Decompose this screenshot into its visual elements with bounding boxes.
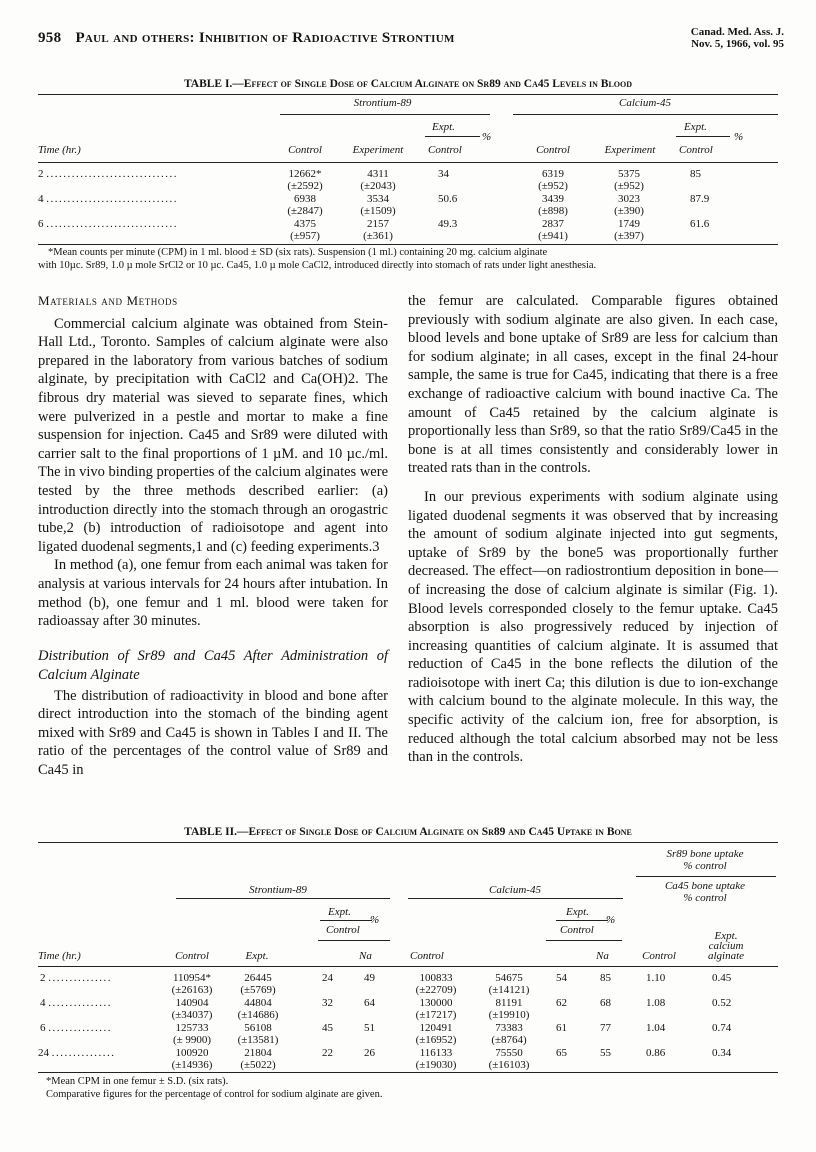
table2-ca-control-denom: Control [560, 924, 594, 936]
table1-col-sr-control-denom: Control [428, 144, 462, 156]
table2-col-ca-na: Na [596, 950, 609, 962]
table2-bottom-rule [38, 1072, 778, 1073]
table1-col-ca-control: Control [536, 144, 570, 156]
left-column [38, 292, 388, 780]
journal-citation [691, 26, 784, 50]
table2-sr-sub-rule [318, 940, 390, 941]
paragraph: In method (a), one femur from each animal was taken for analysis at various intervals for 24 hours after intubation. In method (b), one femur and 1 ml. blood were taken for radioassay after 30 minutes. [38, 557, 388, 630]
subsection-heading: Distribution of Sr89 and Ca45 After Administration of Calcium Alginate [38, 647, 388, 683]
table1-sr-expt: Expt. [432, 121, 455, 133]
paragraph: the femur are calculated. Comparable figures obtained previously with sodium alginate are also given. In each case, blood levels and bone uptake of Sr89 are less for calcium than for sodium alginate; in all cases, except in the final 24-hour sample, the same is true for Ca45, indicating that there is a free exchange of radioactive calcium with bound inactive Ca. The amount of Ca45 retained by the calcium alginate is proportionally less than Sr89, so that the ratio Sr89/Ca45 in the bone is at all times consistently and considerably lower in treated rats than in the controls. [408, 293, 778, 477]
paragraph: In our previous experiments with sodium alginate using ligated duodenal segments it was observed that by increasing the amount of sodium alginate injected into gut segments, uptake of Sr89 by the bone5 was proportionally further decreased. The effect—on radiostrontium deposition in bone—of increasing the dose of calcium alginate is similar (Fig. 1). Blood levels corresponded closely to the femur uptake. Ca45 absorption is also progressively reduced by injection of increasing quantities of calcium alginate. It is assumed that reduction of Ca45 in the bone reflects the dilution of the radioisotope with inert Ca; this dilution is due to ion-exchange with calcium bound to the alginate molecule. In this way, the specific activity of the calcium ion, free for absorption, is reduced although the total calcium absorbed may not be less than in the controls. [408, 488, 778, 766]
table1-top-rule [38, 94, 778, 95]
table2-footnote-1: *Mean CPM in one femur ± S.D. (six rats). [46, 1076, 229, 1087]
section-heading: Materials and Methods [38, 293, 178, 308]
table2-ratio-top2: % control [683, 860, 727, 872]
table1-col-sr-experiment: Experiment [352, 144, 404, 156]
table1-col-time: Time (hr.) [38, 144, 81, 156]
table1-footnote-1: *Mean counts per minute (CPM) in 1 ml. blood ± SD (six rats). Suspension (1 ml.) containing 20 mg. calcium alginate [48, 247, 548, 258]
table2-col-ratio-control: Control [642, 950, 676, 962]
table2-header-rule [38, 966, 778, 967]
table2-col-expt3: alginate [707, 950, 745, 962]
right-column [408, 292, 778, 767]
table2-caption: TABLE II.—Effect of Single Dose of Calcium Alginate on Sr89 and Ca45 Uptake in Bone [184, 826, 632, 838]
table1-ca-expt: Expt. [684, 121, 707, 133]
paragraph: Commercial calcium alginate was obtained from Stein-Hall Ltd., Toronto. Samples of calcium alginate were also prepared in the laboratory from various batches of sodium alginate, by precipitation with CaCl2 and Ca(OH)2. The fibrous dry material was sieved to separate fines, which were pulverized in a pestle and mortar to make a fine suspension for injection. Ca45 and Sr89 were diluted with carrier salt to the final proportions of 1 µM. and 10 µc./ml. The in vivo binding properties of the calcium alginates were tested by the three methods described earlier: (a) introduction directly into the stomach through an orogastric tube,2 (b) introduction of radioisotope and agent into ligated duodenal segments,1 and (c) feeding experiments.3 [38, 315, 388, 555]
table2-group-rule-ca [408, 898, 623, 899]
table2-group-strontium: Strontium-89 [249, 884, 307, 896]
table2-col-expt2: calcium [708, 940, 744, 952]
table1-caption: TABLE I.—Effect of Single Dose of Calcium Alginate on Sr89 and Ca45 Levels in Blood [183, 78, 633, 90]
table1-col-ca-control-denom: Control [679, 144, 713, 156]
table2-ca-expt: Expt. [566, 906, 589, 918]
table2-col-expt1: Expt. [714, 930, 738, 942]
table2-ca-frac-rule [556, 920, 608, 921]
table2-ca-pct: % [606, 914, 616, 926]
table2-col-ca-control: Control [410, 950, 444, 962]
table1-group-strontium: Strontium-89 [353, 97, 412, 109]
table1-group-rule-sr [280, 114, 490, 115]
table2-ca-sub-rule [546, 940, 622, 941]
table2-ratio-top: Sr89 bone uptake [666, 848, 744, 860]
table2-sr-pct: % [370, 914, 380, 926]
table2-col-sr-control: Control [175, 950, 209, 962]
table2-ratio-bottom: Ca45 bone uptake [664, 880, 746, 892]
table1-sr-pct: % [482, 131, 492, 143]
table2-sr-control-denom: Control [326, 924, 360, 936]
table2-ratio-bottom2: % control [683, 892, 727, 904]
table1-group-rule-ca [513, 114, 778, 115]
table2-ratio-rule [636, 876, 776, 877]
table2-col-sr-expt: Expt. [245, 950, 269, 962]
paragraph: The distribution of radioactivity in blood and bone after direct introduction into the stomach of the binding agent mixed with Sr89 and Ca45 is shown in Tables I and II. The ratio of the percentages of the control value of Sr89 and Ca45 in [38, 687, 388, 779]
running-header [38, 30, 455, 47]
table1-col-sr-control: Control [288, 144, 322, 156]
page-number: 958 [38, 30, 62, 46]
table1-footnote-2: with 10µc. Sr89, 1.0 µ mole SrCl2 or 10 µc. Ca45, 1.0 µ mole CaCl2, introduced directly into stomach of rats under light anesthesia. [38, 260, 597, 271]
table2-group-rule-sr [176, 898, 390, 899]
table1-ca-frac-rule [676, 136, 730, 137]
table1-group-calcium: Calcium-45 [619, 97, 671, 109]
table2-col-time: Time (hr.) [38, 950, 81, 962]
table2-footnote-2: Comparative figures for the percentage of control for sodium alginate are given. [46, 1089, 383, 1100]
table1-header-rule [38, 162, 778, 163]
table2-top-rule [38, 842, 778, 843]
table2-col-sr-na: Na [359, 950, 372, 962]
table2-group-calcium: Calcium-45 [489, 884, 541, 896]
table1-ca-pct: % [734, 131, 744, 143]
table2-sr-frac-rule [320, 920, 372, 921]
table1-col-ca-experiment: Experiment [604, 144, 656, 156]
journal-line-1: Canad. Med. Ass. J. [690, 26, 784, 38]
table1-bottom-rule [38, 244, 778, 245]
table2-sr-expt: Expt. [328, 906, 351, 918]
journal-line-2: Nov. 5, 1966, vol. 95 [691, 38, 784, 50]
table1-sr-frac-rule [425, 136, 480, 137]
running-title: Paul and others: Inhibition of Radioactive Strontium [75, 30, 455, 46]
